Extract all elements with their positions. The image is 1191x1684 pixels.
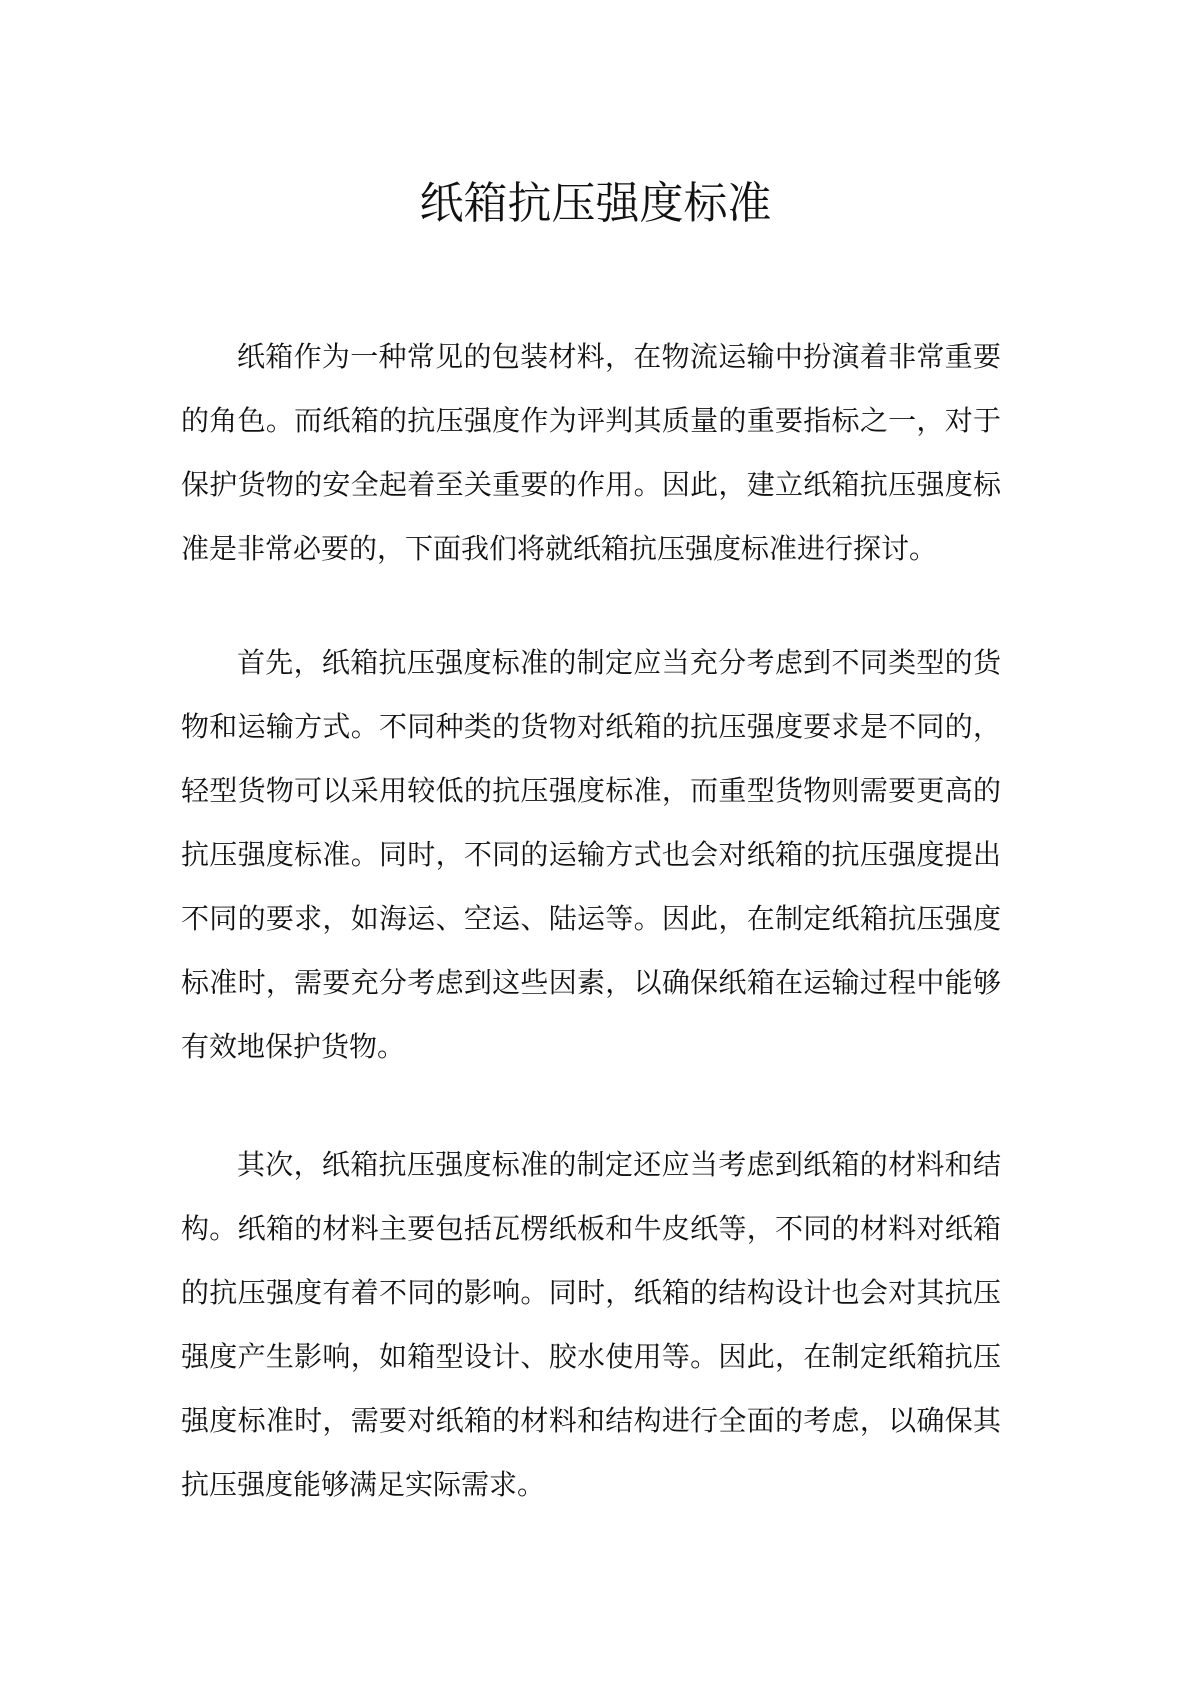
body-paragraph-3: 其次，纸箱抗压强度标准的制定还应当考虑到纸箱的材料和结构。纸箱的材料主要包括瓦楞纸板和牛皮纸等，不同的材料对纸箱的抗压强度有着不同的影响。同时，纸箱的结构设计也会对其抗压强度产生影响，如箱型设计、胶水使用等。因此，在制定纸箱抗压强度标准时，需要对纸箱的材料和结构进行全面的考虑，以确保其抗压强度能够满足实际需求。	[181, 1148, 1001, 1501]
document-title: 纸箱抗压强度标准	[419, 178, 772, 229]
body-paragraph-1: 纸箱作为一种常见的包装材料，在物流运输中扮演着非常重要的角色。而纸箱的抗压强度作为评判其质量的重要指标之一，对于保护货物的安全起着至关重要的作用。因此，建立纸箱抗压强度标准是非常必要的，下面我们将就纸箱抗压强度标准进行探讨。	[181, 340, 1001, 565]
body-paragraph-2: 首先，纸箱抗压强度标准的制定应当充分考虑到不同类型的货物和运输方式。不同种类的货物对纸箱的抗压强度要求是不同的，轻型货物可以采用较低的抗压强度标准，而重型货物则需要更高的抗压强度标准。同时，不同的运输方式也会对纸箱的抗压强度提出不同的要求，如海运、空运、陆运等。因此，在制定纸箱抗压强度标准时，需要充分考虑到这些因素，以确保纸箱在运输过程中能够有效地保护货物。	[181, 646, 1001, 1063]
